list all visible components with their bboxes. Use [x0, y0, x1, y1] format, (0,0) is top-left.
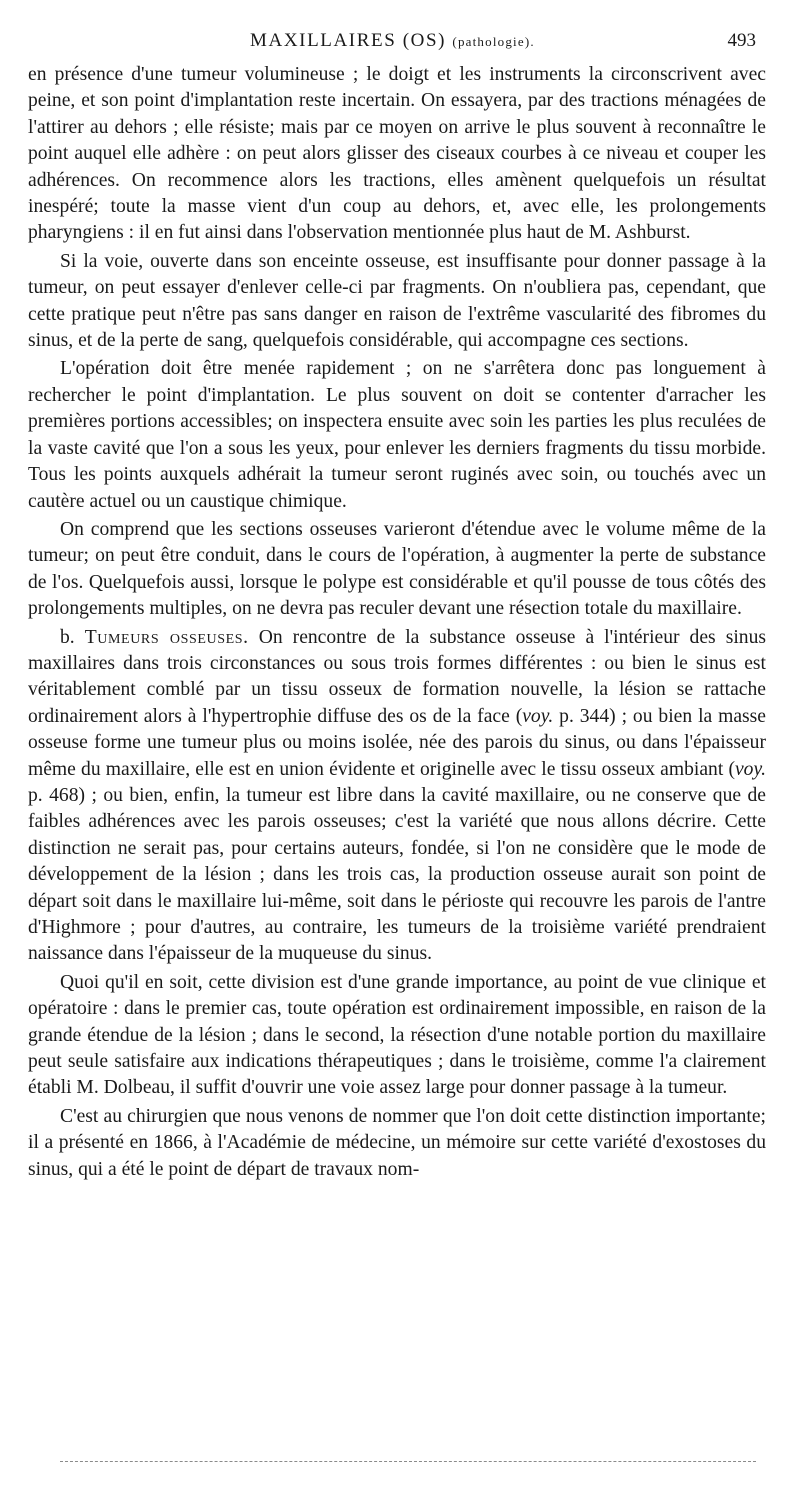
page-number: 493 — [727, 30, 756, 51]
header-title: MAXILLAIRES (OS) — [250, 30, 447, 51]
header-subtitle: (pathologie). — [452, 34, 535, 49]
paragraph-5-part-2: p. 344) ; ou bien la masse osseuse forme une tumeur plus ou moins isolée, née des parois du sinus, ou dans l'épaisseur même du maxillaire, elle est en union évidente et originelle avec le tissu osseux ambiant ( — [28, 705, 766, 780]
paragraph-3: L'opération doit être menée rapidement ; on ne s'arrêtera donc pas longuement à rechercher le point d'implantation. Le plus souvent on doit se contenter d'arracher les premières portions accessibles; on inspectera ensuite avec soin les parties les plus reculées de la vaste cavité que l'on a sous les yeux, pour enlever les derniers fragments du tissu morbide. Tous les points auxquels adhérait la tumeur seront ruginés avec soin, ou touchés avec un cautère actuel ou un caustique chimique. — [28, 358, 766, 512]
body-text — [28, 62, 766, 1185]
section-letter: b. — [60, 626, 75, 648]
paragraph-6: Quoi qu'il en soit, cette division est d'une grande importance, au point de vue clinique et opératoire : dans le premier cas, toute opération est ordinairement impossible, en raison de la grande étendue de la lésion ; dans le second, la résection d'une notable portion du maxillaire peut seule satisfaire aux indications thérapeutiques ; dans le troisième, comme l'a clairement établi M. Dolbeau, il suffit d'ouvrir une voie assez large pour donner passage à la tumeur. — [28, 971, 766, 1099]
paragraph-5 — [28, 625, 766, 968]
paragraph-5-part-1: On rencontre de la substance osseuse à l'intérieur des sinus maxillaires dans trois circonstances ou sous trois formes différentes : ou bien le sinus est véritablement comblé par un tissu osseux de formation nouvelle, la lésion se rattache ordinairement alors à l'hypertrophie diffuse des os de la face ( — [28, 626, 766, 727]
section-heading: Tumeurs osseuses. — [84, 626, 249, 648]
running-title — [250, 30, 535, 52]
paragraph-2: Si la voie, ouverte dans son enceinte osseuse, est insuffisante pour donner passage à la tumeur, on peut essayer d'enlever celle-ci par fragments. On n'oubliera pas, cependant, que cette pratique peut n'être pas sans danger en raison de l'extrême vascularité des fibromes du sinus, et de la perte de sang, quelquefois considérable, qui accompagne ces sections. — [28, 250, 766, 352]
footer-divider — [60, 1461, 756, 1462]
paragraph-7: C'est au chirurgien que nous venons de nommer que l'on doit cette distinction importante; il a présenté en 1866, à l'Académie de médecine, un mémoire sur cette variété d'exostoses du sinus, qui a été le point de départ de travaux nom- — [28, 1105, 766, 1180]
paragraph-5-part-3: p. 468) ; ou bien, enfin, la tumeur est libre dans la cavité maxillaire, ou ne conserve que de faibles adhérences avec les parois osseuses; c'est la variété que nous allons décrire. Cette distinction ne serait pas, pour certains auteurs, fondée, si l'on ne considère que le mode de développement de la lésion ; dans les trois cas, la production osseuse aurait son point de départ soit dans le maxillaire lui-même, soit dans le périoste qui recouvre les parois de l'antre d'Highmore ; pour d'autres, au contraire, les tumeurs de la troisième variété prendraient naissance dans l'épaisseur de la muqueuse du sinus. — [28, 784, 766, 965]
running-header — [28, 30, 756, 56]
paragraph-4: On comprend que les sections osseuses varieront d'étendue avec le volume même de la tumeur; on peut être conduit, dans le cours de l'opération, à augmenter la perte de substance de l'os. Quelquefois aussi, lorsque le polype est considérable et qu'il pousse de tous côtés des prolongements multiples, on ne devra pas reculer devant une résection totale du maxillaire. — [28, 518, 766, 620]
cross-reference-1: voy. — [522, 705, 554, 727]
paragraph-1: en présence d'une tumeur volumineuse ; le doigt et les instruments la circonscrivent avec peine, et son point d'implantation reste incertain. On essayera, par des tractions ménagées de l'attirer au dehors ; elle résiste; mais par ce moyen on arrive le plus souvent à reconnaître le point auquel elle adhère : on peut alors glisser des ciseaux courbes à ce niveau et couper les adhérences. On recommence alors les tractions, elles amènent quelquefois un résultat inespéré; toute la masse vient d'un coup au dehors, et, avec elle, les prolongements pharyngiens : il en fut ainsi dans l'observation mentionnée plus haut de M. Ashburst. — [28, 64, 766, 244]
cross-reference-2: voy. — [734, 758, 766, 780]
